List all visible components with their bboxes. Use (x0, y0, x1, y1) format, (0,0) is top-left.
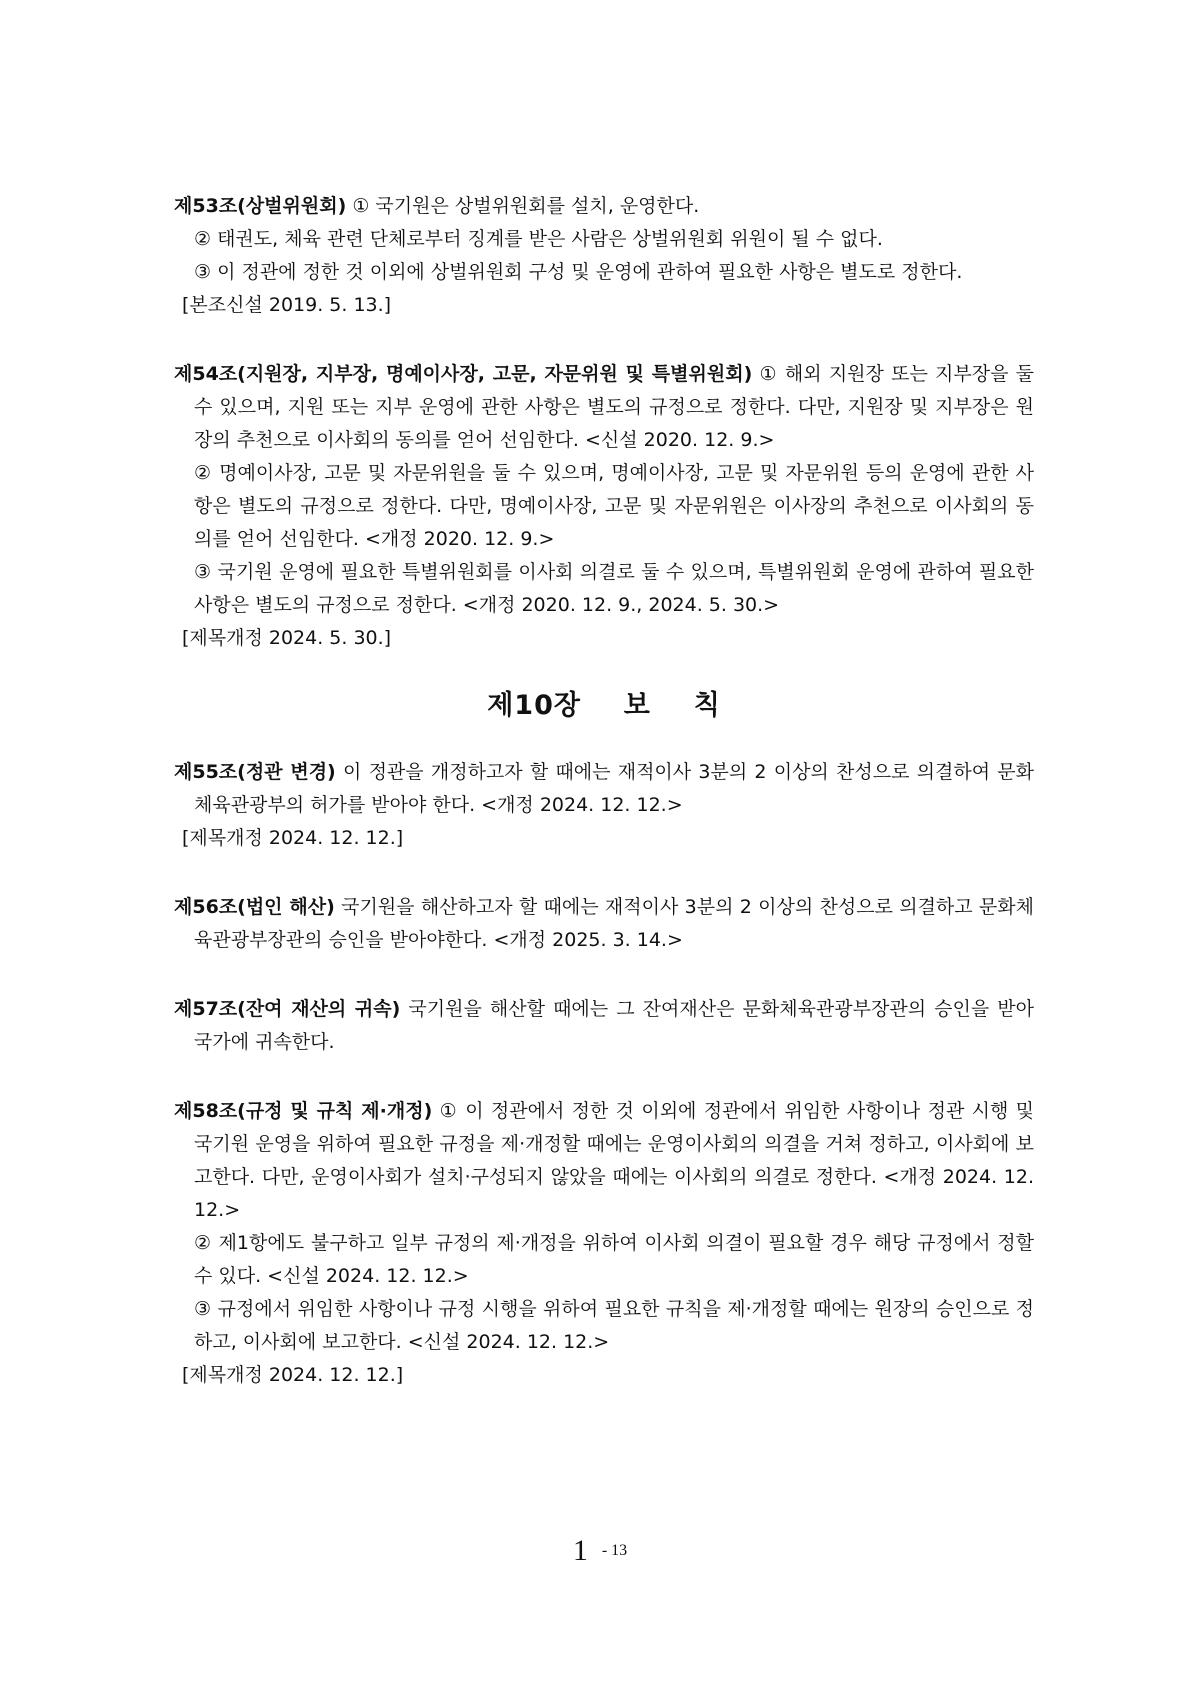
chapter-number: 제10장 (487, 690, 581, 721)
page-number-main: 1 (572, 1534, 588, 1567)
article-58 (174, 1095, 1034, 1392)
article-paragraph: ③ 국기원 운영에 필요한 특별위원회를 이사회 의결로 둘 수 있으며, 특별위원회 운영에 관하여 필요한 사항은 별도의 규정으로 정한다. <개정 2020. 12. 9., 2024. 5. 30.> (194, 561, 1034, 616)
article-title: 제55조(정관 변경) (174, 761, 336, 783)
chapter-heading (174, 689, 1034, 722)
revision-note: [제목개정 2024. 12. 12.] (182, 827, 404, 849)
article-text: 국기원을 해산하고자 할 때에는 재적이사 3분의 2 이상의 찬성으로 의결하고 문화체육관광부장관의 승인을 받아야한다. <개정 2025. 3. 14.> (194, 896, 1034, 951)
article-paragraph: ② 제1항에도 불구하고 일부 규정의 제·개정을 위하여 이사회 의결이 필요할 경우 해당 규정에서 정할 수 있다. <신설 2024. 12. 12.> (194, 1232, 1034, 1287)
article-paragraph (174, 891, 1034, 957)
article-paragraph (174, 993, 1034, 1059)
article-text: 국기원을 해산할 때에는 그 잔여재산은 문화체육관광부장관의 승인을 받아 국가에 귀속한다. (194, 998, 1034, 1053)
document-body (174, 190, 1034, 1392)
article-title: 제56조(법인 해산) (174, 896, 335, 918)
article-paragraph: ③ 규정에서 위임한 사항이나 규정 시행을 위하여 필요한 규칙을 제·개정할 때에는 원장의 승인으로 정하고, 이사회에 보고한다. <신설 2024. 12. 12.> (194, 1298, 1034, 1353)
article-paragraph (174, 1095, 1034, 1227)
article-paragraph: ② 태권도, 체육 관련 단체로부터 징계를 받은 사람은 상벌위원회 위원이 될 수 없다. (194, 228, 883, 250)
article-title: 제53조(상벌위원회) (174, 195, 347, 217)
revision-note: [본조신설 2019. 5. 13.] (182, 294, 392, 316)
article-text: 이 정관을 개정하고자 할 때에는 재적이사 3분의 2 이상의 찬성으로 의결하여 문화체육관광부의 허가를 받아야 한다. <개정 2024. 12. 12.> (194, 761, 1035, 816)
article-paragraph (174, 190, 1034, 223)
chapter-name-char: 칙 (693, 690, 721, 721)
article-55 (174, 756, 1034, 855)
article-paragraph: ② 명예이사장, 고문 및 자문위원을 둘 수 있으며, 명예이사장, 고문 및 자문위원 등의 운영에 관한 사항은 별도의 규정으로 정한다. 다만, 명예이사장, 고문 및 자문위원은 이사장의 추천으로 이사회의 동의를 얻어 선임한다. <개정 2020. 12. 9.> (194, 462, 1034, 550)
article-paragraph (174, 358, 1034, 457)
page-number-sub: - 13 (601, 1542, 628, 1559)
article-title: 제57조(잔여 재산의 귀속) (174, 998, 401, 1020)
article-title: 제58조(규정 및 규칙 제·개정) (174, 1100, 433, 1122)
article-text: ① 해외 지원장 또는 지부장을 둘 수 있으며, 지원 또는 지부 운영에 관한 사항은 별도의 규정으로 정한다. 다만, 지원장 및 지부장은 원장의 추천으로 이사회의 동의를 얻어 선임한다. <신설 2020. 12. 9.> (194, 363, 1035, 451)
article-paragraph: ③ 이 정관에 정한 것 이외에 상벌위원회 구성 및 운영에 관하여 필요한 사항은 별도로 정한다. (194, 261, 963, 283)
article-54 (174, 358, 1034, 655)
article-paragraph (174, 756, 1034, 822)
page-number (0, 1534, 1200, 1568)
article-title: 제54조(지원장, 지부장, 명예이사장, 고문, 자문위원 및 특별위원회) (174, 363, 753, 385)
article-56 (174, 891, 1034, 957)
article-57 (174, 993, 1034, 1059)
revision-note: [제목개정 2024. 5. 30.] (182, 627, 392, 649)
article-53 (174, 190, 1034, 322)
article-text: ① 이 정관에서 정한 것 이외에 정관에서 위임한 사항이나 정관 시행 및 국기원 운영을 위하여 필요한 규정을 제·개정할 때에는 운영이사회의 의결을 거쳐 정하고, 이사회에 보고한다. 다만, 운영이사회가 설치·구성되지 않았을 때에는 이사회의 의결로 정한다. <개정 2024. 12. 12.> (194, 1100, 1034, 1221)
article-text: ① 국기원은 상벌위원회를 설치, 운영한다. (352, 195, 700, 217)
chapter-name-char: 보 (623, 690, 651, 721)
revision-note: [제목개정 2024. 12. 12.] (182, 1364, 404, 1386)
